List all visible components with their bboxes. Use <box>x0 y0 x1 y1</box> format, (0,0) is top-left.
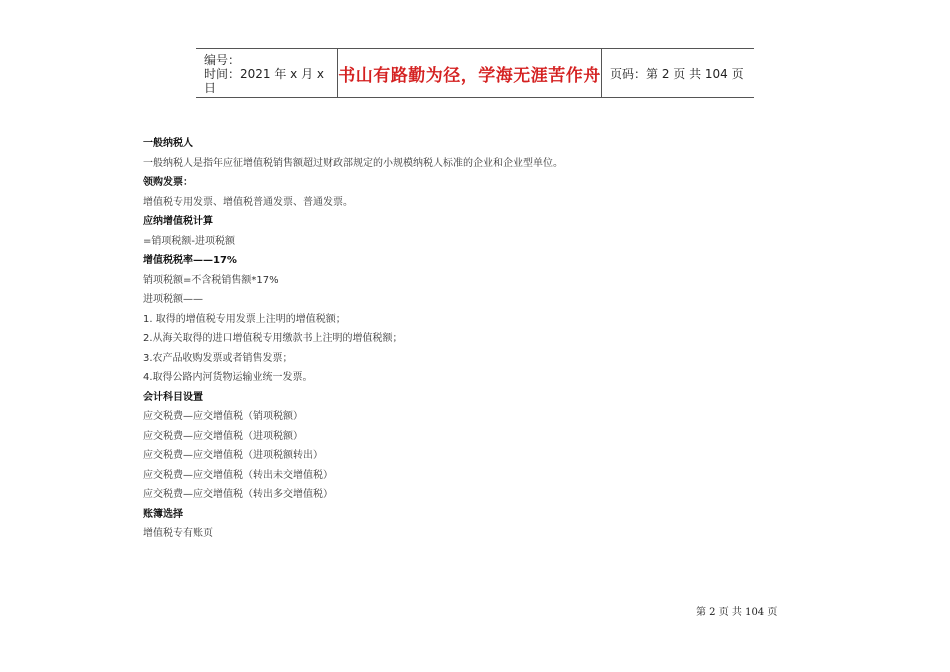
time-label: 时间：2021 年 x 月 x 日 <box>204 67 325 95</box>
body-line: 增值税专用发票、增值税普通发票、普通发票。 <box>143 196 353 208</box>
document-header <box>196 48 754 98</box>
section-heading: 一般纳税人 <box>143 138 193 149</box>
section-heading: 会计科目设置 <box>143 391 203 403</box>
body-line: 应交税费—应交增值税（转出多交增值税） <box>143 489 333 500</box>
section-heading: 增值税税率——17% <box>143 255 237 266</box>
body-line: =销项税额-进项税额 <box>143 235 235 247</box>
section-heading: 应纳增值税计算 <box>143 216 213 227</box>
body-line: 一般纳税人是指年应征增值税销售额超过财政部规定的小规模纳税人标准的企业和企业型单位。 <box>143 157 563 169</box>
body-line: 2.从海关取得的进口增值税专用缴款书上注明的增值税额； <box>143 333 403 344</box>
motto-text: 书山有路勤为径，学海无涯苦作舟 <box>338 65 601 86</box>
body-line: 应交税费—应交增值税（销项税额） <box>143 411 303 422</box>
header-meta-cell <box>196 49 338 97</box>
number-label: 编号： <box>204 53 241 67</box>
body-line: 4.取得公路内河货物运输业统一发票。 <box>143 372 313 383</box>
body-line: 1. 取得的增值税专用发票上注明的增值税额； <box>143 313 346 325</box>
body-line: 3.农产品收购发票或者销售发票； <box>143 352 293 364</box>
document-body <box>143 138 763 548</box>
body-line: 增值税专有账页 <box>143 528 213 539</box>
page-code: 页码：第 2 页 共 104 页 <box>610 66 744 81</box>
body-line: 应交税费—应交增值税（进项税额） <box>143 430 303 442</box>
body-line: 进项税额—— <box>143 294 203 305</box>
body-line: 应交税费—应交增值税（进项税额转出） <box>143 450 323 461</box>
section-heading: 账簿选择 <box>143 508 183 520</box>
section-heading: 领购发票： <box>143 177 193 188</box>
header-page-cell <box>602 49 754 97</box>
header-motto-cell <box>338 49 602 97</box>
body-line: 应交税费—应交增值税（转出未交增值税） <box>143 469 333 481</box>
page-footer: 第 2 页 共 104 页 <box>696 607 778 618</box>
body-line: 销项税额=不含税销售额*17% <box>143 274 279 286</box>
